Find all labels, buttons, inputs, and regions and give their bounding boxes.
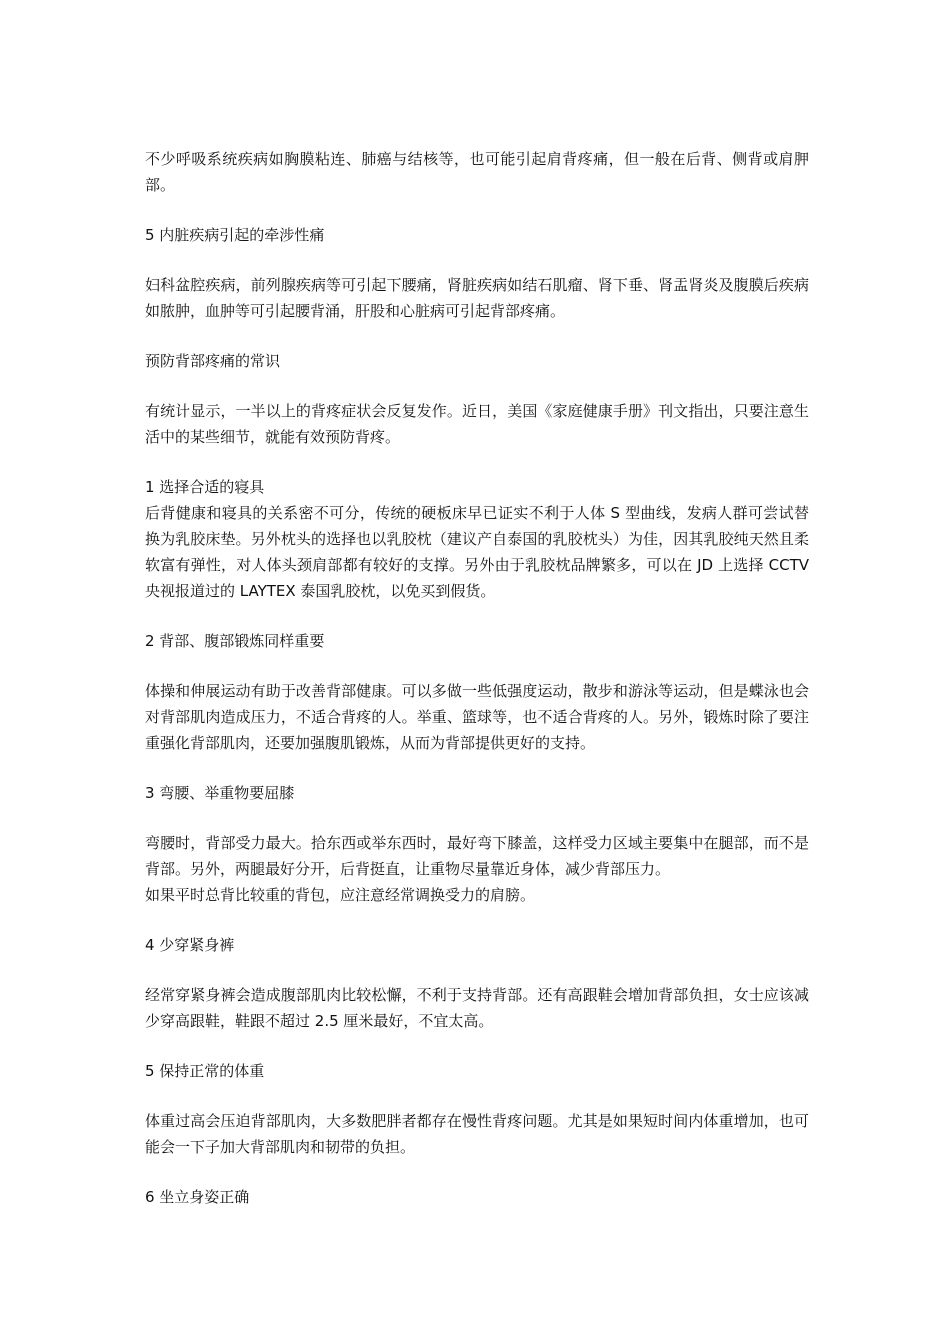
document-body — [145, 146, 809, 1210]
paragraph-exercise: 体操和伸展运动有助于改善背部健康。可以多做一些低强度运动，散步和游泳等运动，但是蝶泳也会对背部肌肉造成压力，不适合背疼的人。举重、篮球等，也不适合背疼的人。另外，锻炼时除了要注重强化背部肌肉，还要加强腹肌锻炼，从而为背部提供更好的支持。 — [145, 682, 809, 752]
heading-weight: 5 保持正常的体重 — [145, 1062, 265, 1080]
paragraph-respiratory: 不少呼吸系统疾病如胸膜粘连、肺癌与结核等，也可能引起肩背疼痛，但一般在后背、侧背或肩胛部。 — [145, 150, 809, 194]
paragraph-bending: 弯腰时，背部受力最大。拾东西或举东西时，最好弯下膝盖，这样受力区域主要集中在腿部，而不是背部。另外，两腿最好分开，后背挺直，让重物尽量靠近身体，减少背部压力。 如果平时总背比较重的背包，应注意经常调换受力的肩膀。 — [145, 834, 809, 904]
heading-visceral-pain: 5 内脏疾病引起的牵涉性痛 — [145, 226, 325, 244]
heading-bedding: 1 选择合适的寝具 — [145, 478, 265, 496]
heading-prevention: 预防背部疼痛的常识 — [145, 352, 281, 370]
paragraph-prevention-intro: 有统计显示，一半以上的背疼症状会反复发作。近日，美国《家庭健康手册》刊文指出，只要注意生活中的某些细节，就能有效预防背疼。 — [145, 402, 809, 446]
heading-exercise: 2 背部、腹部锻炼同样重要 — [145, 632, 325, 650]
paragraph-tight-pants: 经常穿紧身裤会造成腹部肌肉比较松懈，不利于支持背部。还有高跟鞋会增加背部负担，女士应该减少穿高跟鞋，鞋跟不超过 2.5 厘米最好，不宜太高。 — [145, 986, 809, 1030]
heading-tight-pants: 4 少穿紧身裤 — [145, 936, 235, 954]
heading-bending: 3 弯腰、举重物要屈膝 — [145, 784, 295, 802]
heading-posture: 6 坐立身姿正确 — [145, 1188, 250, 1206]
paragraph-bedding: 后背健康和寝具的关系密不可分，传统的硬板床早已证实不利于人体 S 型曲线，发病人群可尝试替换为乳胶床垫。另外枕头的选择也以乳胶枕（建议产自泰国的乳胶枕头）为佳，因其乳胶纯天然且柔软富有弹性，对人体头颈肩部都有较好的支撑。另外由于乳胶枕品牌繁多，可以在 JD 上选择 CCTV 央视报道过的 LAYTEX 泰国乳胶枕，以免买到假货。 — [145, 504, 809, 600]
paragraph-weight: 体重过高会压迫背部肌肉，大多数肥胖者都存在慢性背疼问题。尤其是如果短时间内体重增加，也可能会一下子加大背部肌肉和韧带的负担。 — [145, 1112, 809, 1156]
paragraph-visceral-pain: 妇科盆腔疾病，前列腺疾病等可引起下腰痛，肾脏疾病如结石肌瘤、肾下垂、肾盂肾炎及腹膜后疾病如脓肿，血肿等可引起腰背涌，肝股和心脏病可引起背部疼痛。 — [145, 276, 809, 320]
